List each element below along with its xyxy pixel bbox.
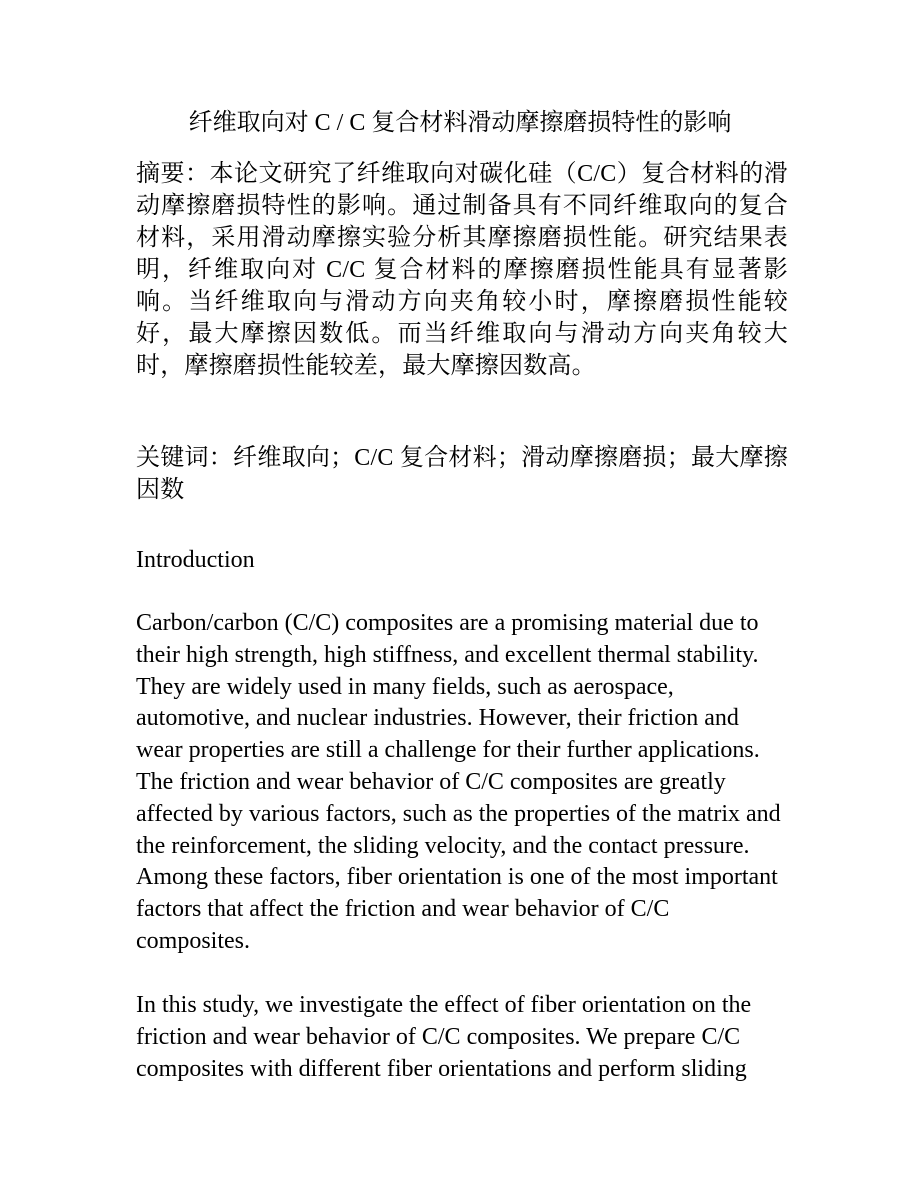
abstract-paragraph: 摘要：本论文研究了纤维取向对碳化硅（C/C）复合材料的滑动摩擦磨损特性的影响。通过制备具有不同纤维取向的复合材料，采用滑动摩擦实验分析其摩擦磨损性能。研究结果表明，纤维取向对 C/C 复合材料的摩擦磨损性能具有显著影响。当纤维取向与滑动方向夹角较小时，摩擦磨损性能较好，最大摩擦因数低。而当纤维取向与滑动方向夹角较大时，摩擦磨损性能较差，最大摩擦因数高。 [136,161,788,379]
document-page [136,0,788,1191]
introduction-paragraph-2: In this study, we investigate the effect of fiber orientation on the friction and wear behavior of C/C composites. We prepare C/C composites with different fiber orientations and perform sliding [136,992,752,1082]
introduction-paragraph-1: Carbon/carbon (C/C) composites are a promising material due to their high strength, high stiffness, and excellent thermal stability. They are widely used in many fields, such as aerospace, automotive, and nuclear industries. However, their friction and wear properties are still a challenge for their further applications. The friction and wear behavior of C/C composites are greatly affected by various factors, such as the properties of the matrix and the reinforcement, the sliding velocity, and the contact pressure. Among these factors, fiber orientation is one of the most important factors that affect the friction and wear behavior of C/C composites. [136,610,781,954]
keywords-paragraph: 关键词：纤维取向；C/C 复合材料；滑动摩擦磨损；最大摩擦因数 [136,445,788,503]
introduction-heading: Introduction [136,547,255,573]
document-title: 纤维取向对 C / C 复合材料滑动摩擦磨损特性的影响 [188,110,732,136]
